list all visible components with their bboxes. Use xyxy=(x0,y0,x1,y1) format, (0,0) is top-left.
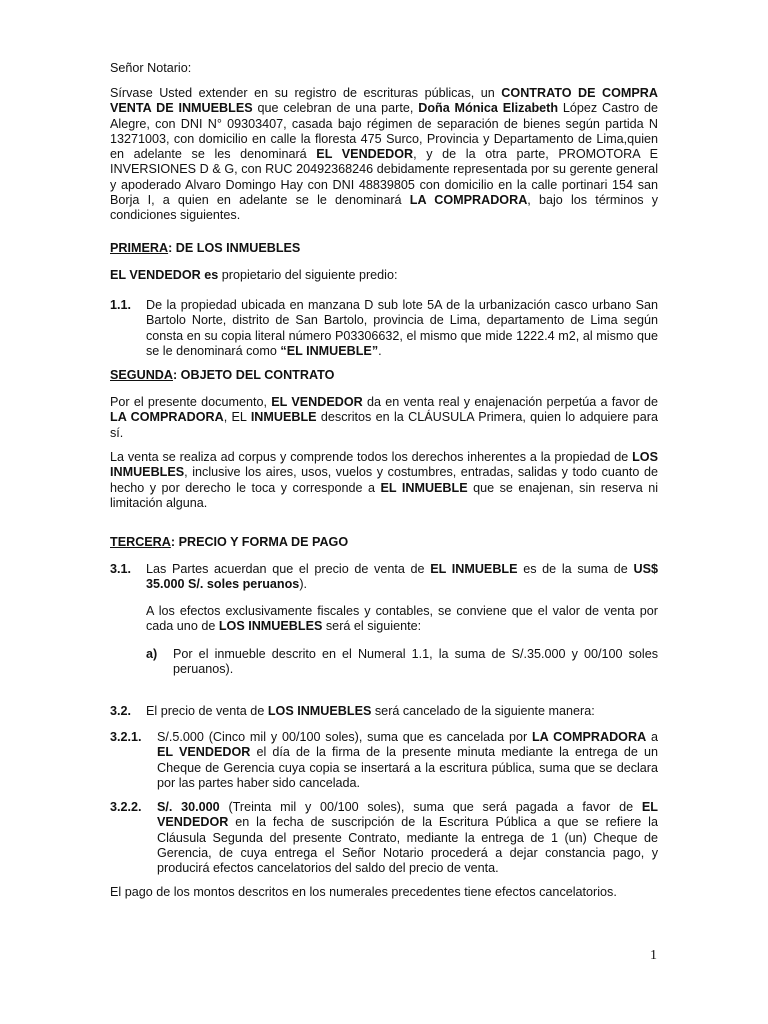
clause-primera-title: : DE LOS INMUEBLES xyxy=(168,241,301,255)
paragraph-text: (Treinta mil y 00/100 soles), suma que será pagada a favor de xyxy=(219,800,642,814)
paragraph-text: De la propiedad ubicada en manzana D sub lote 5A de la urbanización casco urbano San Bartolo Norte, distrito de San Bartolo, provincia de Lima, departamento de Lima según consta en su copia literal número P03306632, el mismo que mide 1222.4 m2, al mismo que se le denominará como xyxy=(146,298,658,358)
property-term: EL INMUEBLE xyxy=(430,562,518,576)
clause-1-1-number: 1.1. xyxy=(110,298,132,312)
paragraph-text: el día de la firma de la presente minuta mediante la entrega de un Cheque de Gerencia cuya copia se insertará a la escritura pública, suma que se declara por las partes haber sido cancelada. xyxy=(157,745,658,790)
paragraph-text: El precio de venta de xyxy=(146,704,268,718)
paragraph-text: será cancelado de la siguiente manera: xyxy=(371,704,595,718)
property-term: INMUEBLE xyxy=(250,410,317,425)
clause-tercera-heading xyxy=(110,535,658,550)
seller-term: EL VENDEDOR xyxy=(271,395,363,409)
price-amount: US$ 35.000 S/. soles peruanos xyxy=(146,562,658,592)
buyer-term: LA COMPRADORA xyxy=(409,193,528,208)
paragraph-text: Las Partes acuerdan que el precio de venta de xyxy=(146,562,431,576)
intro-text: que celebran de una parte, xyxy=(252,101,419,116)
clause-3-2-2-number: 3.2.2. xyxy=(110,800,142,814)
clause-3-1-paragraph-2 xyxy=(146,604,658,635)
salutation: Señor Notario: xyxy=(110,61,192,75)
paragraph-text: a xyxy=(646,730,658,744)
clause-primera-heading xyxy=(110,241,658,256)
paragraph-text: da en venta real y enajenación perpetúa a favor de xyxy=(362,395,659,409)
clause-primera-label: PRIMERA xyxy=(110,241,169,255)
paragraph-text: descritos en la CLÁUSULA Primera, quien lo adquiere para sí. xyxy=(110,410,658,440)
clause-segunda-heading xyxy=(110,368,658,383)
seller-term: EL VENDEDOR es xyxy=(110,268,219,282)
paragraph-text: en la fecha de suscripción de la Escritura Pública a que se refiere la Cláusula Segunda del presente Contrato, mediante la entrega de 1 (un) Cheque de Gerencia, de cuya entrega el Señor Notario procederá a dejar constancia pago, y producirá efectos cancelatorios del saldo del precio de venta. xyxy=(157,815,658,876)
property-term: EL INMUEBLE xyxy=(380,480,468,495)
segunda-paragraph-2 xyxy=(110,450,658,511)
seller-term: EL VENDEDOR xyxy=(316,147,414,162)
clause-3-2-1-number: 3.2.1. xyxy=(110,730,142,744)
paragraph-text: es de la suma de xyxy=(517,562,634,576)
paragraph-text: ). xyxy=(299,577,308,592)
intro-text: López Castro de Alegre, con DNI N° 09303407, casada bajo régimen de separación de bienes según partida N 13271003, con domicilio en calle la floresta 475 Surco, Provincia y Departamento de Lima,quien en adelante se les denominará xyxy=(110,101,658,162)
intro-paragraph xyxy=(110,86,658,224)
paragraph-text: La venta se realiza ad corpus y comprende todos los derechos inherentes a la propiedad de xyxy=(110,450,633,464)
segunda-paragraph-1 xyxy=(110,395,658,441)
paragraph-text: será el siguiente: xyxy=(322,619,422,634)
buyer-term: LA COMPRADORA xyxy=(110,410,224,425)
paragraph-text: , inclusive los aires, usos, vuelos y costumbres, entradas, salidas y todo cuanto de hecho y por derecho le toca y corresponde a xyxy=(110,465,658,495)
paragraph-text: A los efectos exclusivamente fiscales y contables, se conviene que el valor de venta por cada uno de xyxy=(146,604,658,634)
contract-title: CONTRATO DE COMPRA VENTA DE INMUEBLES xyxy=(110,86,658,116)
clause-3-1-number: 3.1. xyxy=(110,562,132,576)
paragraph-text: propietario del siguiente predio: xyxy=(218,268,398,282)
clause-tercera-title: : PRECIO Y FORMA DE PAGO xyxy=(170,535,349,549)
property-term: LOS INMUEBLES xyxy=(267,704,372,718)
paragraph-text: . xyxy=(378,343,382,358)
clause-segunda-title: : OBJETO DEL CONTRATO xyxy=(172,368,335,382)
clause-3-2-text xyxy=(146,704,658,719)
clause-3-1-text xyxy=(146,562,658,593)
clause-3-2-number: 3.2. xyxy=(110,704,132,718)
buyer-term: LA COMPRADORA xyxy=(531,730,647,744)
closing-paragraph: El pago de los montos descritos en los numerales precedentes tiene efectos cancelatorios. xyxy=(110,885,617,899)
paragraph-text: Por el presente documento, xyxy=(110,395,272,409)
seller-term: EL VENDEDOR xyxy=(157,800,658,830)
property-term: LOS INMUEBLES xyxy=(110,450,658,480)
property-term: LOS INMUEBLES xyxy=(218,619,323,634)
page-number: 1 xyxy=(650,948,657,963)
intro-text: , y de la otra parte, PROMOTORA E INVERSIONES D & G, con RUC 20492368246 debidamente representada por su gerente general y apoderado Alvaro Domingo Hay con DNI 48839805 con domicilio en la calle portinari 154 san Borja I, a quien en adelante se le denominará xyxy=(110,147,658,208)
primera-paragraph xyxy=(110,268,658,283)
clause-tercera-label: TERCERA xyxy=(110,535,171,549)
item-a-text: Por el inmueble descrito en el Numeral 1.1, la suma de S/.35.000 y 00/100 soles peruanos). xyxy=(173,647,658,677)
intro-text: , bajo los términos y condiciones siguientes. xyxy=(110,193,658,223)
clause-segunda-label: SEGUNDA xyxy=(110,368,173,382)
seller-term: EL VENDEDOR xyxy=(157,745,251,760)
paragraph-text: S/.5.000 (Cinco mil y 00/100 soles), suma que es cancelada por xyxy=(157,730,532,744)
seller-name: Doña Mónica Elizabeth xyxy=(418,101,559,116)
property-term: “EL INMUEBLE” xyxy=(280,343,379,358)
paragraph-text: , EL xyxy=(223,410,251,425)
clause-1-1-text xyxy=(146,298,658,359)
clause-3-2-2-text xyxy=(157,800,658,876)
paragraph-text: que se enajenan, sin reserva ni limitación alguna. xyxy=(110,480,658,510)
item-a-label: a) xyxy=(146,647,158,661)
price-amount: S/. 30.000 xyxy=(157,800,220,814)
intro-text: Sírvase Usted extender en su registro de escrituras públicas, un xyxy=(110,86,502,100)
clause-3-2-1-text xyxy=(157,730,658,791)
